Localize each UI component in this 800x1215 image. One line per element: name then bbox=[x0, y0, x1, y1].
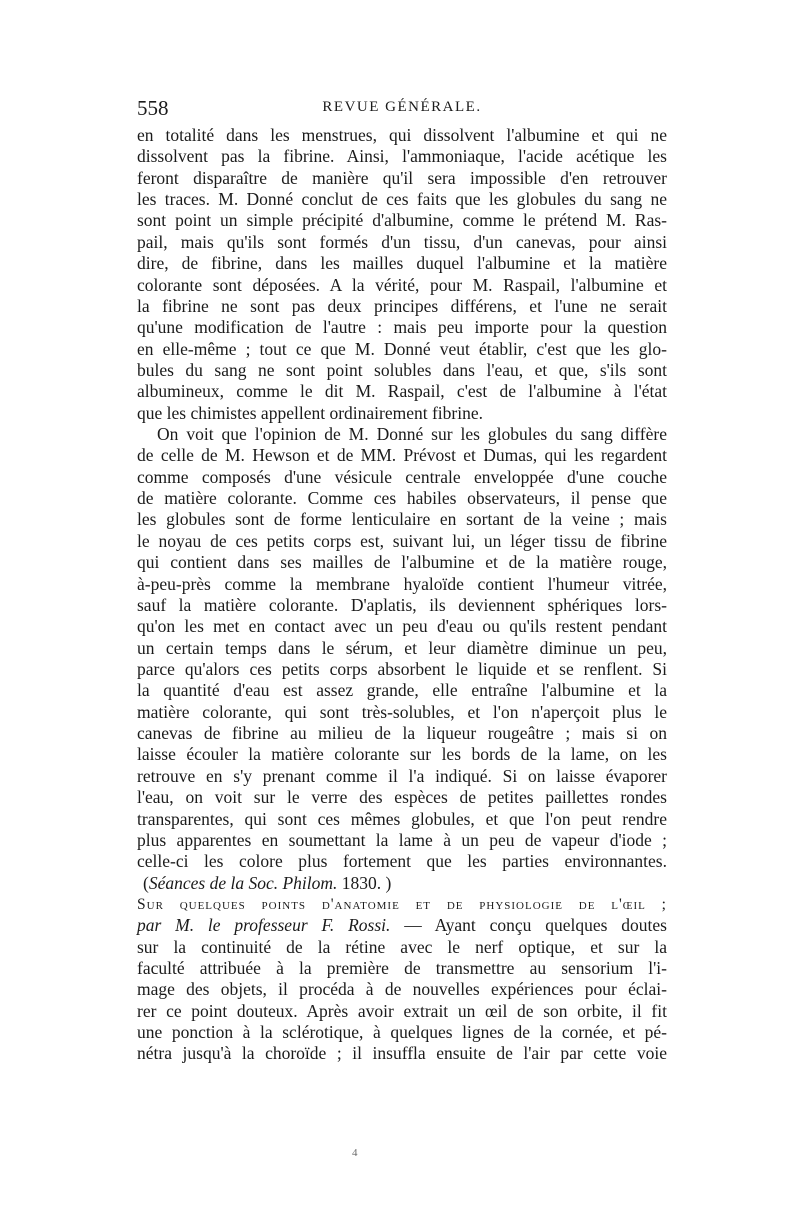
citation-line bbox=[137, 873, 667, 894]
text-line: dissolvent pas la fibrine. Ainsi, l'ammoniaque, l'acide acétique les bbox=[137, 146, 667, 167]
text-line: la quantité d'eau est assez grande, elle entraîne l'albumine et la bbox=[137, 680, 667, 701]
page-number: 558 bbox=[137, 96, 169, 120]
text-line: un certain temps dans le sérum, et leur diamètre diminue un peu, bbox=[137, 637, 667, 658]
text-line: transparentes, qui sont ces mêmes globules, et que l'on peut rendre bbox=[137, 808, 667, 829]
article-opening-text: — Ayant conçu quelques doutes bbox=[390, 915, 667, 936]
text-line: la fibrine ne sont pas deux principes différens, et l'une ne serait bbox=[137, 295, 667, 316]
text-line: dire, de fibrine, dans les mailles duquel l'albumine et la matière bbox=[137, 253, 667, 274]
text-line: sauf la matière colorante. D'aplatis, ils deviennent sphériques lors- bbox=[137, 594, 667, 615]
article-title: Sur quelques points d'anatomie et de physiologie de l'œil ; bbox=[137, 895, 667, 913]
paragraph-start-line: On voit que l'opinion de M. Donné sur les globules du sang diffère bbox=[157, 424, 667, 445]
text-line: les globules sont de forme lenticulaire en sortant de la veine ; mais bbox=[137, 509, 667, 530]
article-author: par M. le professeur F. Rossi. bbox=[137, 915, 391, 936]
text-line: à-peu-près comme la membrane hyaloïde contient l'humeur vitrée, bbox=[137, 573, 667, 594]
text-line: de celle de M. Hewson et de MM. Prévost et Dumas, qui les regardent bbox=[137, 445, 667, 466]
text-line: qui contient dans ses mailles de l'albumine et de la matière rouge, bbox=[137, 552, 667, 573]
text-line: parce qu'alors ces petits corps absorbent le liquide et se renflent. Si bbox=[137, 658, 667, 679]
text-line: faculté attribuée à la première de transmettre au sensorium l'i- bbox=[137, 958, 667, 979]
text-line: de matière colorante. Comme ces habiles observateurs, il pense que bbox=[137, 488, 667, 509]
text-line: matière colorante, qui sont très-solubles, et l'on n'aperçoit plus le bbox=[137, 701, 667, 722]
text-line: les traces. M. Donné conclut de ces faits que les globules du sang ne bbox=[137, 189, 667, 210]
text-line: le noyau de ces petits corps est, suivant lui, un léger tissu de fibrine bbox=[137, 530, 667, 551]
text-line: sur la continuité de la rétine avec le nerf optique, et sur la bbox=[137, 936, 667, 957]
citation-open-paren: ( bbox=[143, 872, 149, 893]
signature-mark: 4 bbox=[352, 1147, 358, 1159]
text-line: plus apparentes en soumettant la lame à un peu de vapeur d'iode ; bbox=[137, 829, 667, 850]
running-head: REVUE GÉNÉRALE. bbox=[322, 99, 482, 115]
text-line: rer ce point douteux. Après avoir extrait un œil de son orbite, il fit bbox=[137, 1000, 667, 1021]
text-line: celle-ci les colore plus fortement que les parties environnantes. bbox=[137, 851, 667, 872]
text-line: l'eau, on voit sur le verre des espèces de petites paillettes rondes bbox=[137, 787, 667, 808]
text-line: bules du sang ne sont point solubles dans l'eau, et que, s'ils sont bbox=[137, 359, 667, 380]
text-line: feront disparaître de manière qu'il sera impossible d'en retrouver bbox=[137, 167, 667, 188]
text-line: nétra jusqu'à la choroïde ; il insuffla ensuite de l'air par cette voie bbox=[137, 1043, 667, 1064]
text-line: en totalité dans les menstrues, qui dissolvent l'albumine et qui ne bbox=[137, 125, 667, 145]
text-line: mage des objets, il procéda à de nouvelles expériences pour éclai- bbox=[137, 979, 667, 1000]
text-line: colorante sont déposées. A la vérité, pour M. Raspail, l'albumine et bbox=[137, 274, 667, 295]
text-line: pail, mais qu'ils sont formés d'un tissu, d'un canevas, pour ainsi bbox=[137, 231, 667, 252]
text-line: albumineux, comme le dit M. Raspail, c'est de l'albumine à l'état bbox=[137, 381, 667, 402]
article-byline bbox=[137, 915, 667, 936]
citation-source: Séances de la Soc. Philom. bbox=[148, 872, 338, 893]
text-line: une ponction à la sclérotique, à quelques lignes de la cornée, et pé- bbox=[137, 1022, 667, 1043]
page-header bbox=[137, 96, 667, 120]
text-line: en elle-même ; tout ce que M. Donné veut établir, c'est que les glo- bbox=[137, 338, 667, 359]
text-line: retrouve en s'y prenant comme il l'a indiqué. Si on laisse évaporer bbox=[137, 765, 667, 786]
text-line: qu'une modification de l'autre : mais peu importe pour la question bbox=[137, 317, 667, 338]
text-line: canevas de fibrine au milieu de la liqueur rougeâtre ; mais si on bbox=[137, 723, 667, 744]
text-line: comme composés d'une vésicule centrale enveloppée d'une couche bbox=[137, 466, 667, 487]
citation-year: 1830. ) bbox=[337, 872, 392, 893]
body-text bbox=[137, 125, 667, 1065]
text-line: que les chimistes appellent ordinairement fibrine. bbox=[137, 402, 484, 423]
text-line: sont point un simple précipité d'albumine, comme le prétend M. Ras- bbox=[137, 210, 667, 231]
text-line: laisse écouler la matière colorante sur les bords de la lame, on les bbox=[137, 744, 667, 765]
text-line: qu'on les met en contact avec un peu d'eau ou qu'ils restent pendant bbox=[137, 616, 667, 637]
